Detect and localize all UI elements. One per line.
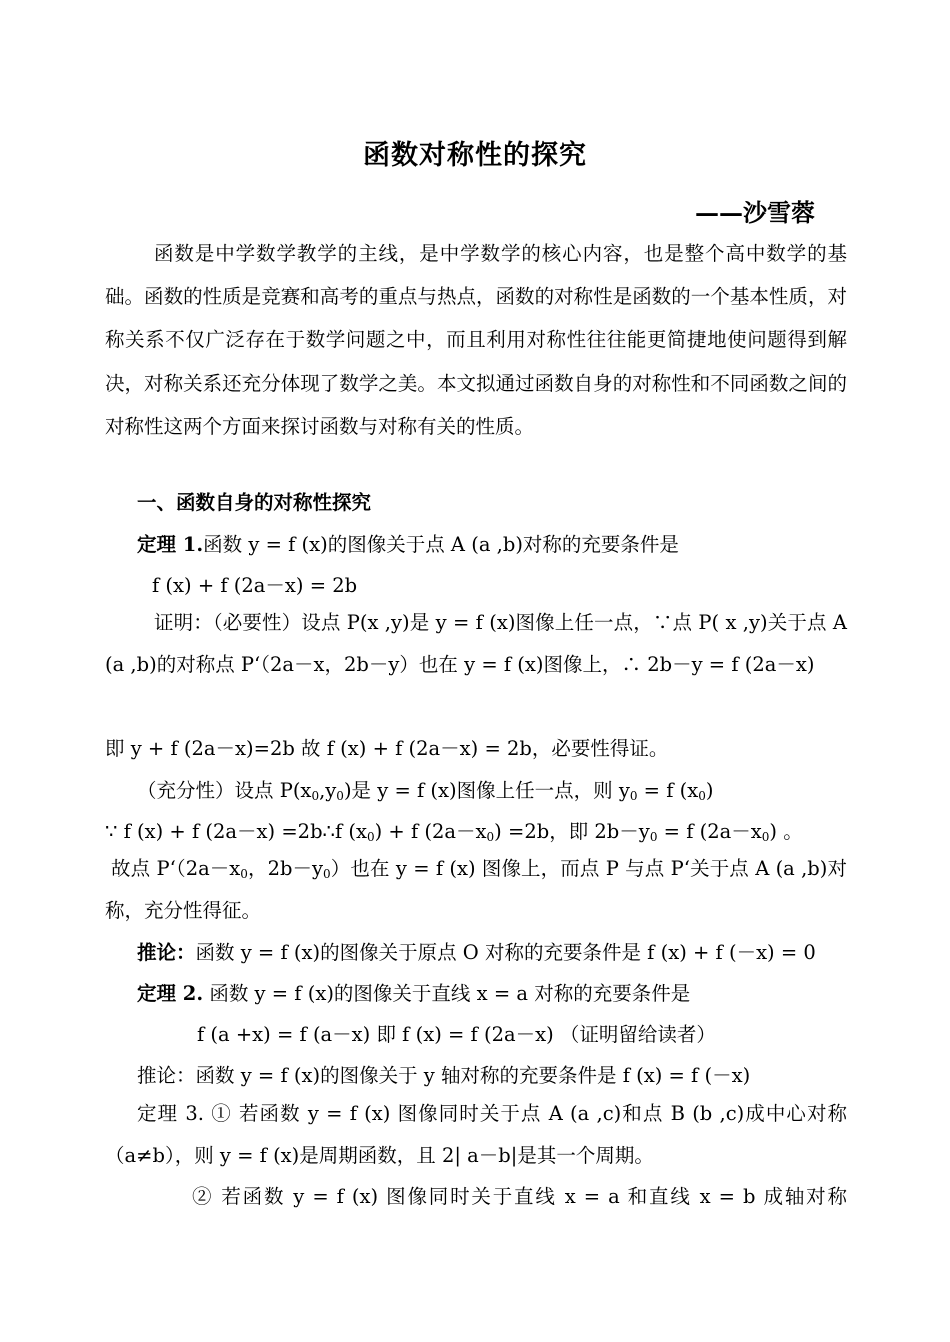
suff-text: )是 y = f (x)图像上任一点，则 y bbox=[343, 779, 630, 802]
subscript: 0 bbox=[366, 830, 375, 844]
subscript: 0 bbox=[336, 789, 344, 803]
proof-necessity-end: 即 y + f (2a－x)=2b 故 f (x) + f (2a－x) = 2b，必要性得证。 bbox=[105, 737, 669, 760]
proof-sufficiency bbox=[137, 778, 714, 804]
theorem1 bbox=[137, 532, 679, 558]
theorem1-text: 函数 y = f (x)的图像关于点 A (a ,b)对称的充要条件是 bbox=[203, 533, 679, 556]
theorem3-part2: ② 若函数 y = f (x) 图像同时关于直线 x = a 和直线 x = b 成轴对称 bbox=[192, 1185, 847, 1208]
section-heading: 一、函数自身的对称性探究 bbox=[137, 491, 372, 514]
corollary1-text: 函数 y = f (x)的图像关于原点 O 对称的充要条件是 f (x) + f (－x) = 0 bbox=[195, 941, 816, 964]
suff-text: 故点 P‘（2a－x bbox=[111, 857, 241, 880]
suff-text: ，2b－y bbox=[247, 857, 324, 880]
subscript: 0 bbox=[311, 789, 320, 803]
suff-text: ) bbox=[705, 779, 714, 802]
suff-text: ) =2b，即 2b－y bbox=[494, 820, 650, 843]
theorem1-formula: f (x) + f (2a－x) = 2b bbox=[152, 574, 358, 597]
proof-sufficiency-line3 bbox=[105, 848, 847, 932]
theorem3-part1: 定理 3. ① 若函数 y = f (x) 图像同时关于点 A (a ,c)和点 B (b ,c)成中心对称（a≠b），则 y = f (x)是周期函数，且 2| a－b|是其一个周期。 bbox=[105, 1102, 847, 1167]
corollary1-label: 推论： bbox=[137, 941, 196, 964]
suff-text: = f (x bbox=[637, 779, 699, 802]
corollary1 bbox=[137, 940, 816, 966]
suff-text: （充分性）设点 P(x bbox=[137, 779, 312, 802]
proof-necessity: 证明：（必要性）设点 P(x ,y)是 y = f (x)图像上任一点，∵点 P( x ,y)关于点 A (a ,b)的对称点 P‘（2a－x，2b－y）也在 y = f (x)图像上，∴ 2b－y = f (2a－x) bbox=[105, 611, 847, 676]
subscript: 0 bbox=[486, 830, 495, 844]
suff-text: ）也在 y = f (x) 图像上，而点 P 与点 P‘关于点 A (a ,b)对称，充分性得征。 bbox=[105, 857, 847, 922]
suff-text: ) + f (2a－x bbox=[374, 820, 487, 843]
theorem2 bbox=[137, 981, 690, 1007]
suff-text: = f (2a－x bbox=[657, 820, 762, 843]
theorem2-text: 函数 y = f (x)的图像关于直线 x = a 对称的充要条件是 bbox=[203, 982, 691, 1005]
suff-text: ) 。 bbox=[769, 820, 803, 843]
intro-paragraph: 函数是中学数学教学的主线，是中学数学的核心内容，也是整个高中数学的基础。函数的性质是竞赛和高考的重点与热点，函数的对称性是函数的一个基本性质，对称关系不仅广泛存在于数学问题之中，而且利用对称性往往能更简捷地使问题得到解决，对称关系还充分体现了数学之美。本文拟通过函数自身的对称性和不同函数之间的对称性这两个方面来探讨函数与对称有关的性质。 bbox=[105, 242, 847, 438]
proof-sufficiency-line2 bbox=[105, 819, 803, 845]
subscript: 0 bbox=[761, 830, 770, 844]
document-title: 函数对称性的探究 bbox=[363, 140, 587, 171]
subscript: 0 bbox=[323, 867, 331, 881]
theorem1-label: 定理 1. bbox=[137, 533, 204, 556]
author-line: ——沙雪蓉 bbox=[695, 198, 815, 227]
suff-text: ∵ f (x) + f (2a－x) =2b∴f (x bbox=[105, 820, 367, 843]
subscript: 0 bbox=[698, 789, 706, 803]
suff-text: ,y bbox=[319, 779, 337, 802]
corollary2: 推论：函数 y = f (x)的图像关于 y 轴对称的充要条件是 f (x) = f (－x) bbox=[137, 1064, 751, 1087]
subscript: 0 bbox=[240, 867, 248, 881]
subscript: 0 bbox=[629, 789, 638, 803]
theorem2-formula: f (a +x) = f (a－x) 即 f (x) = f (2a－x) （证明留给读者） bbox=[197, 1023, 716, 1046]
theorem2-label: 定理 2. bbox=[137, 982, 204, 1005]
subscript: 0 bbox=[649, 830, 658, 844]
